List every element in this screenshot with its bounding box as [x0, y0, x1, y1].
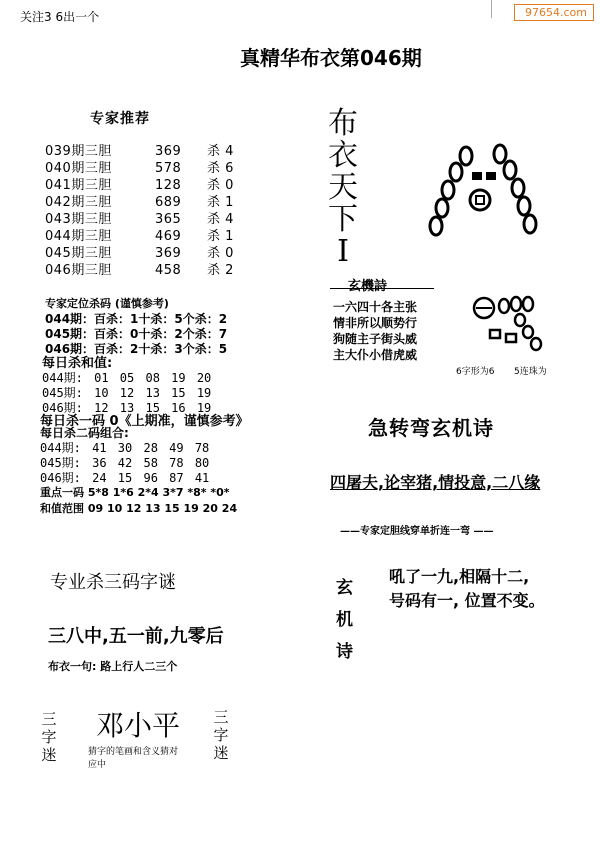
- recommend-kill: 杀 2: [207, 263, 234, 278]
- chain-small-illustration: [470, 290, 550, 360]
- xuanji-poem-line: 情非所以顺势行: [333, 316, 418, 330]
- site-logo[interactable]: 97654.com: [514, 4, 594, 21]
- buyi-sentence: 布衣一句: 路上行人二三个: [48, 660, 178, 673]
- xuanji-poem-text: 号码有一, 位置不变。: [389, 591, 545, 610]
- xuanji-poem-line: 主大仆小借虎威: [333, 348, 418, 362]
- xuanji-poem-line: 狗随主子街头威: [333, 332, 418, 346]
- one-code-title: 每日杀一码 0《上期准，谨慎参考》: [40, 414, 249, 429]
- recommend-issue: 042期三胆: [45, 195, 112, 210]
- sum-kill-title: 每日杀和值:: [42, 356, 113, 371]
- two-code-title: 每日杀二码组合:: [40, 426, 129, 440]
- xuanji-vertical-label: 玄机诗: [336, 578, 353, 662]
- three-code-riddle-title: 专业杀三码字谜: [50, 572, 176, 593]
- key-code-line: 重点一码 5*8 1*6 2*4 3*7 *8* *0*: [40, 486, 230, 499]
- recommend-nums: 365: [155, 212, 182, 227]
- position-kill-row: 044期：百杀：1十杀：5个杀：2: [45, 312, 228, 326]
- page-title: 真精华布衣第046期: [240, 46, 422, 70]
- header-divider: [491, 0, 492, 18]
- position-kill-row: 046期：百杀：2十杀：3个杀：5: [45, 342, 228, 356]
- sum-kill-row: 044期: 01 05 08 19 20: [42, 371, 212, 385]
- chain-a-illustration: [414, 138, 554, 238]
- position-kill-title: 专家定位杀码 (谨慎参考): [45, 297, 169, 310]
- sum-kill-row: 045期: 10 12 13 15 19: [42, 386, 212, 400]
- riddle-hint: 猜字的笔画和含义猜对应中: [88, 747, 179, 770]
- recommend-kill: 杀 1: [207, 195, 234, 210]
- riddle-name: 邓小平: [96, 709, 181, 742]
- recommend-kill: 杀 0: [207, 246, 234, 261]
- recommend-kill: 杀 0: [207, 178, 234, 193]
- two-code-row: 046期: 24 15 96 87 41: [40, 471, 210, 485]
- recommend-issue: 041期三胆: [45, 178, 112, 193]
- recommend-nums: 578: [155, 161, 182, 176]
- xuanji-poem-text: 吼了一九,相隔十二,: [389, 567, 530, 586]
- recommend-issue: 044期三胆: [45, 229, 112, 244]
- recommend-nums: 458: [155, 263, 182, 278]
- buyi-vertical-title: 布衣天下I: [328, 106, 358, 269]
- recommend-issue: 039期三胆: [45, 144, 112, 159]
- recommend-nums: 469: [155, 229, 182, 244]
- recommend-nums: 369: [155, 144, 182, 159]
- recommend-nums: 128: [155, 178, 182, 193]
- three-char-riddle-right: 三字迷: [213, 708, 229, 762]
- position-kill-row: 045期：百杀：0十杀：2个杀：7: [45, 327, 228, 341]
- riddle-poem-line: 四屠夫,论宰猪,情投意,二八缘: [330, 473, 541, 492]
- expert-recommend-title: 专家推荐: [90, 111, 150, 127]
- recommend-row: [45, 259, 234, 278]
- xuanji-poem-title: 玄機詩: [348, 279, 388, 294]
- recommend-kill: 杀 4: [207, 212, 234, 227]
- recommend-issue: 043期三胆: [45, 212, 112, 227]
- recommend-issue: 045期三胆: [45, 246, 112, 261]
- sum-range-line: 和值范围 09 10 12 13 15 19 20 24: [40, 502, 238, 515]
- top-note: 关注3 6出一个: [20, 10, 100, 24]
- recommend-kill: 杀 1: [207, 229, 234, 244]
- three-char-riddle-left: 三字迷: [41, 710, 57, 764]
- two-code-row: 045期: 36 42 58 78 80: [40, 456, 210, 470]
- riddle-poem-title: 急转弯玄机诗: [368, 416, 494, 440]
- recommend-nums: 369: [155, 246, 182, 261]
- recommend-nums: 689: [155, 195, 182, 210]
- chain-caption-five: 5连珠为: [514, 367, 547, 377]
- recommend-issue: 040期三胆: [45, 161, 112, 176]
- recommend-kill: 杀 4: [207, 144, 234, 159]
- three-code-riddle-answer: 三八中,五一前,九零后: [48, 626, 224, 647]
- two-code-row: 044期: 41 30 28 49 78: [40, 441, 210, 455]
- expert-guide-line: ——专家定胆线穿单折连一弯 ——: [340, 526, 494, 537]
- sum-kill-row: 046期: 12 13 15 16 19: [42, 401, 212, 415]
- recommend-issue: 046期三胆: [45, 263, 112, 278]
- recommend-kill: 杀 6: [207, 161, 234, 176]
- xuanji-poem-line: 一六四十各主张: [333, 300, 418, 314]
- chain-caption-six: 6字形为6: [456, 367, 495, 377]
